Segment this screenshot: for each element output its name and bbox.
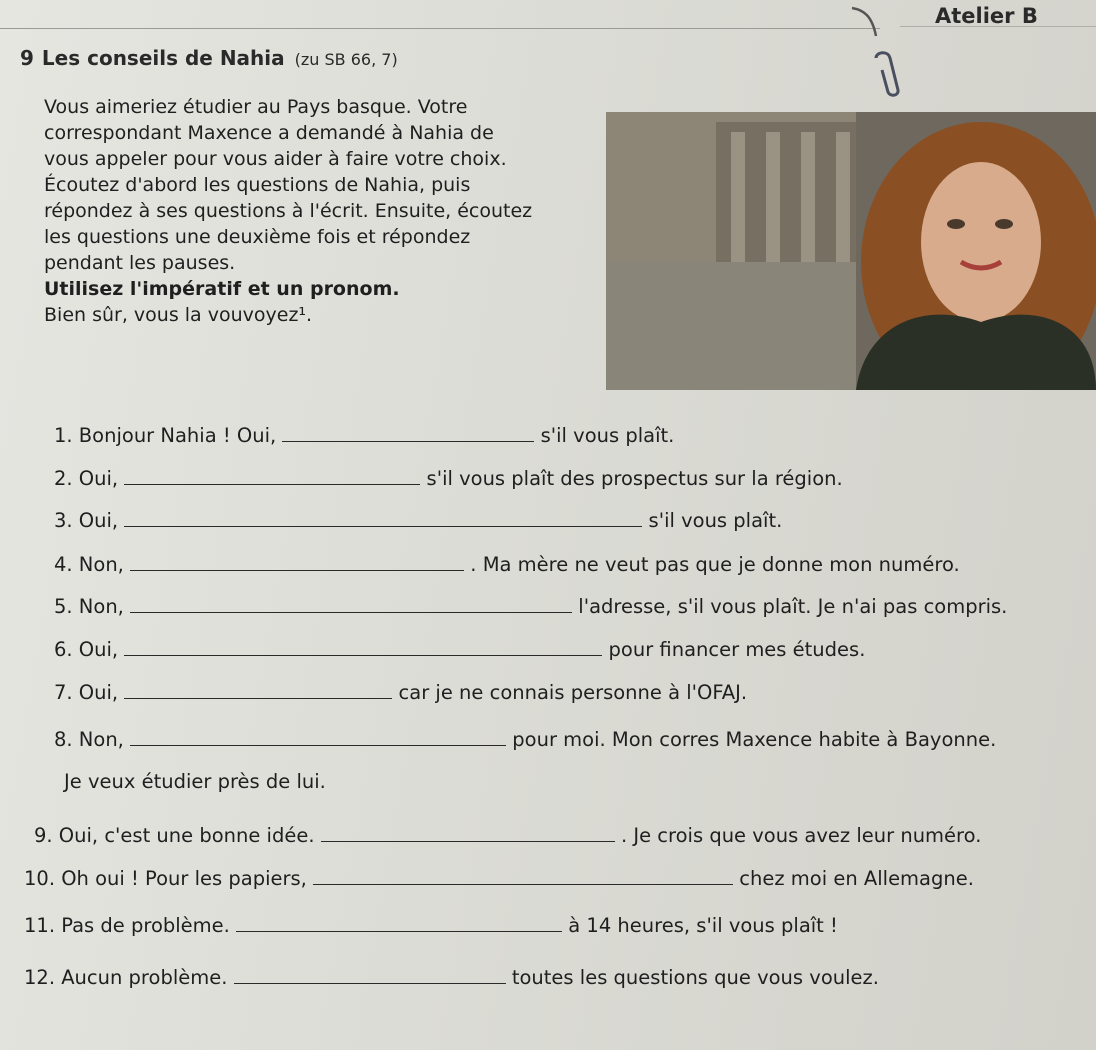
list-item: 8. Non, pour moi. Mon corres Maxence habite à Bayonne. xyxy=(54,728,997,751)
instruction-line: Vous aimeriez étudier au Pays basque. Votre xyxy=(44,96,468,118)
instruction-line: correspondant Maxence a demandé à Nahia de xyxy=(44,122,494,144)
list-item: 1. Bonjour Nahia ! Oui, s'il vous plaît. xyxy=(54,424,675,447)
instructions xyxy=(44,94,584,328)
answer-blank[interactable] xyxy=(130,594,572,613)
exercise-number: 9 xyxy=(20,46,34,70)
list-item: 9. Oui, c'est une bonne idée. . Je crois que vous avez leur numéro. xyxy=(34,824,982,847)
instruction-line: Écoutez d'abord les questions de Nahia, puis xyxy=(44,174,471,196)
paperclip-icon xyxy=(868,48,908,98)
section-label: Atelier B xyxy=(935,4,1038,28)
answer-blank[interactable] xyxy=(130,727,506,746)
instruction-line: les questions une deuxième fois et répondez xyxy=(44,226,471,248)
list-item: 2. Oui, s'il vous plaît des prospectus sur la région. xyxy=(54,467,843,490)
list-item: 12. Aucun problème. toutes les questions que vous voulez. xyxy=(24,966,879,989)
answer-blank[interactable] xyxy=(124,466,420,485)
exercise-name: Les conseils de Nahia xyxy=(41,46,285,70)
list-item: 11. Pas de problème. à 14 heures, s'il vous plaît ! xyxy=(24,914,838,937)
instruction-line: pendant les pauses. xyxy=(44,252,236,274)
answer-blank[interactable] xyxy=(313,866,733,885)
exercise-title xyxy=(20,46,398,70)
answer-blank[interactable] xyxy=(282,423,534,442)
answer-blank[interactable] xyxy=(130,552,464,571)
instruction-emphasis: Utilisez l'impératif et un pronom. xyxy=(44,278,400,300)
answer-blank[interactable] xyxy=(234,965,506,984)
list-item: 5. Non, l'adresse, s'il vous plaît. Je n'ai pas compris. xyxy=(54,595,1008,618)
top-rule xyxy=(0,2,880,29)
list-item: 7. Oui, car je ne connais personne à l'OFAJ. xyxy=(54,681,748,704)
list-item: 10. Oh oui ! Pour les papiers, chez moi en Allemagne. xyxy=(24,867,974,890)
list-item-continuation: Je veux étudier près de lui. xyxy=(64,770,326,793)
answer-blank[interactable] xyxy=(124,508,642,527)
answer-blank[interactable] xyxy=(124,680,392,699)
photo-of-nahia xyxy=(606,112,1096,390)
list-item: 3. Oui, s'il vous plaît. xyxy=(54,509,783,532)
answer-blank[interactable] xyxy=(124,637,602,656)
list-item: 6. Oui, pour financer mes études. xyxy=(54,638,866,661)
instruction-line: vous appeler pour vous aider à faire votre choix. xyxy=(44,148,507,170)
instruction-line: répondez à ses questions à l'écrit. Ensuite, écoutez xyxy=(44,200,533,222)
answer-blank[interactable] xyxy=(321,823,615,842)
answer-blank[interactable] xyxy=(236,913,562,932)
exercise-reference: (zu SB 66, 7) xyxy=(294,50,398,69)
instruction-line: Bien sûr, vous la vouvoyez¹. xyxy=(44,304,313,326)
page-corner-hook-icon xyxy=(850,6,884,38)
list-item: 4. Non, . Ma mère ne veut pas que je donne mon numéro. xyxy=(54,553,960,576)
